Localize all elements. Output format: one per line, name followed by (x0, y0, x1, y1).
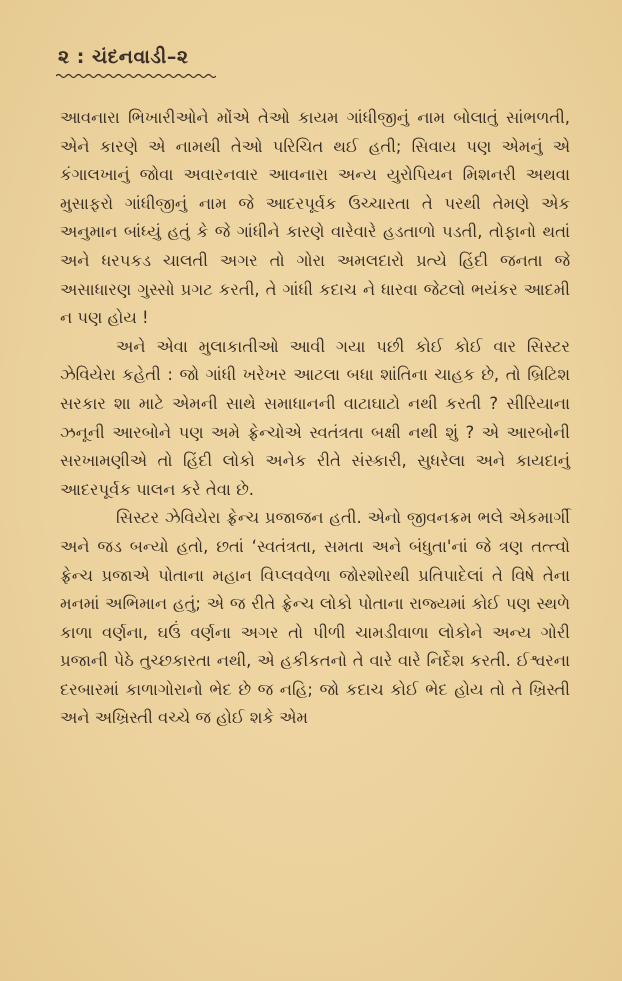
wavy-underline-ornament (56, 73, 216, 79)
body-text (60, 104, 570, 733)
running-head: ૨ : ચંદનવાડી–૨ (58, 46, 189, 68)
paragraph-2: અને એવા મુલાકાતીઓ આવી ગયા પછી કોઈ કોઈ વાર સિસ્ટર ઝેવિયેરા કહેતી : જો ગાંધી ખરેખર આટલા બધા શાંતિના ચાહક છે, તો બ્રિટિશ સરકાર શા માટે એમની સાથે સમાધાનની વાટાઘાટો નથી કરતી ? સીરિયાના ઝનૂની આરબોને પણ અમે ફ્રેન્ચોએ સ્વતંત્રતા બક્ષી નથી શું ? એ આરબોની સરખામણીએ તો હિંદી લોકો અનેક રીતે સંસ્કારી, સુધરેલા અને કાયદાનું આદરપૂર્વક પાલન કરે તેવા છે. (60, 336, 570, 499)
paragraph-3: સિસ્ટર ઝેવિયેરા ફ્રેન્ચ પ્રજાજન હતી. એનો જીવનક્રમ ભલે એકમાર્ગી અને જડ બન્યો હતો, છતાં ‘સ્વતંત્રતા, સમતા અને બંધુતા'નાં જે ત્રણ તત્ત્વો ફ્રેન્ચ પ્રજાએ પોતાના મહાન વિપ્લવવેળા જોરશોરથી પ્રતિપાદેલાં તે વિષે તેના મનમાં અભિમાન હતું; એ જ રીતે ફ્રેન્ચ લોકો પોતાના રાજ્યમાં કોઈ પણ સ્થળે કાળા વર્ણના, ઘઉં વર્ણના અગર તો પીળી ચામડીવાળા લોકોને અન્ય ગોરી પ્રજાની પેઠે તુચ્છકારતા નથી, એ હકીકતનો તે વારે વારે નિર્દેશ કરતી. ઈશ્વરના દરબારમાં કાળાગોરાનો ભેદ છે જ નહિ; જો કદાચ કોઈ ભેદ હોય તો તે ખ્રિસ્તી અને અખ્રિસ્તી વચ્ચે જ હોઈ શકે એમ (60, 508, 570, 728)
paragraph-1: આવનારા ભિખારીઓને મોંએ તેઓ કાયમ ગાંધીજીનું નામ બોલાતું સાંભળતી, એને કારણે એ નામથી તેઓ પરિચિત થઈ હતી; સિવાય પણ એમનું એ કંગાલખાનું જોવા અવારનવાર આવનારા અન્ય યુરોપિયન મિશનરી અથવા મુસાફરો ગાંધીજીનું નામ જે આદરપૂર્વક ઉચ્ચારતા તે પરથી તેમણે એક અનુમાન બાંધ્યું હતું કે જે ગાંધીને કારણે વારેવારે હડતાળો પડતી, તોફાનો થતાં અને ધરપકડ ચાલતી અગર તો ગોરા અમલદારો પ્રત્યે હિંદી જનતા જે અસાધારણ ગુસ્સો પ્રગટ કરતી, તે ગાંધી કદાચ ને ધારવા જેટલો ભયંકર આદમી ન પણ હોય ! (60, 108, 570, 328)
